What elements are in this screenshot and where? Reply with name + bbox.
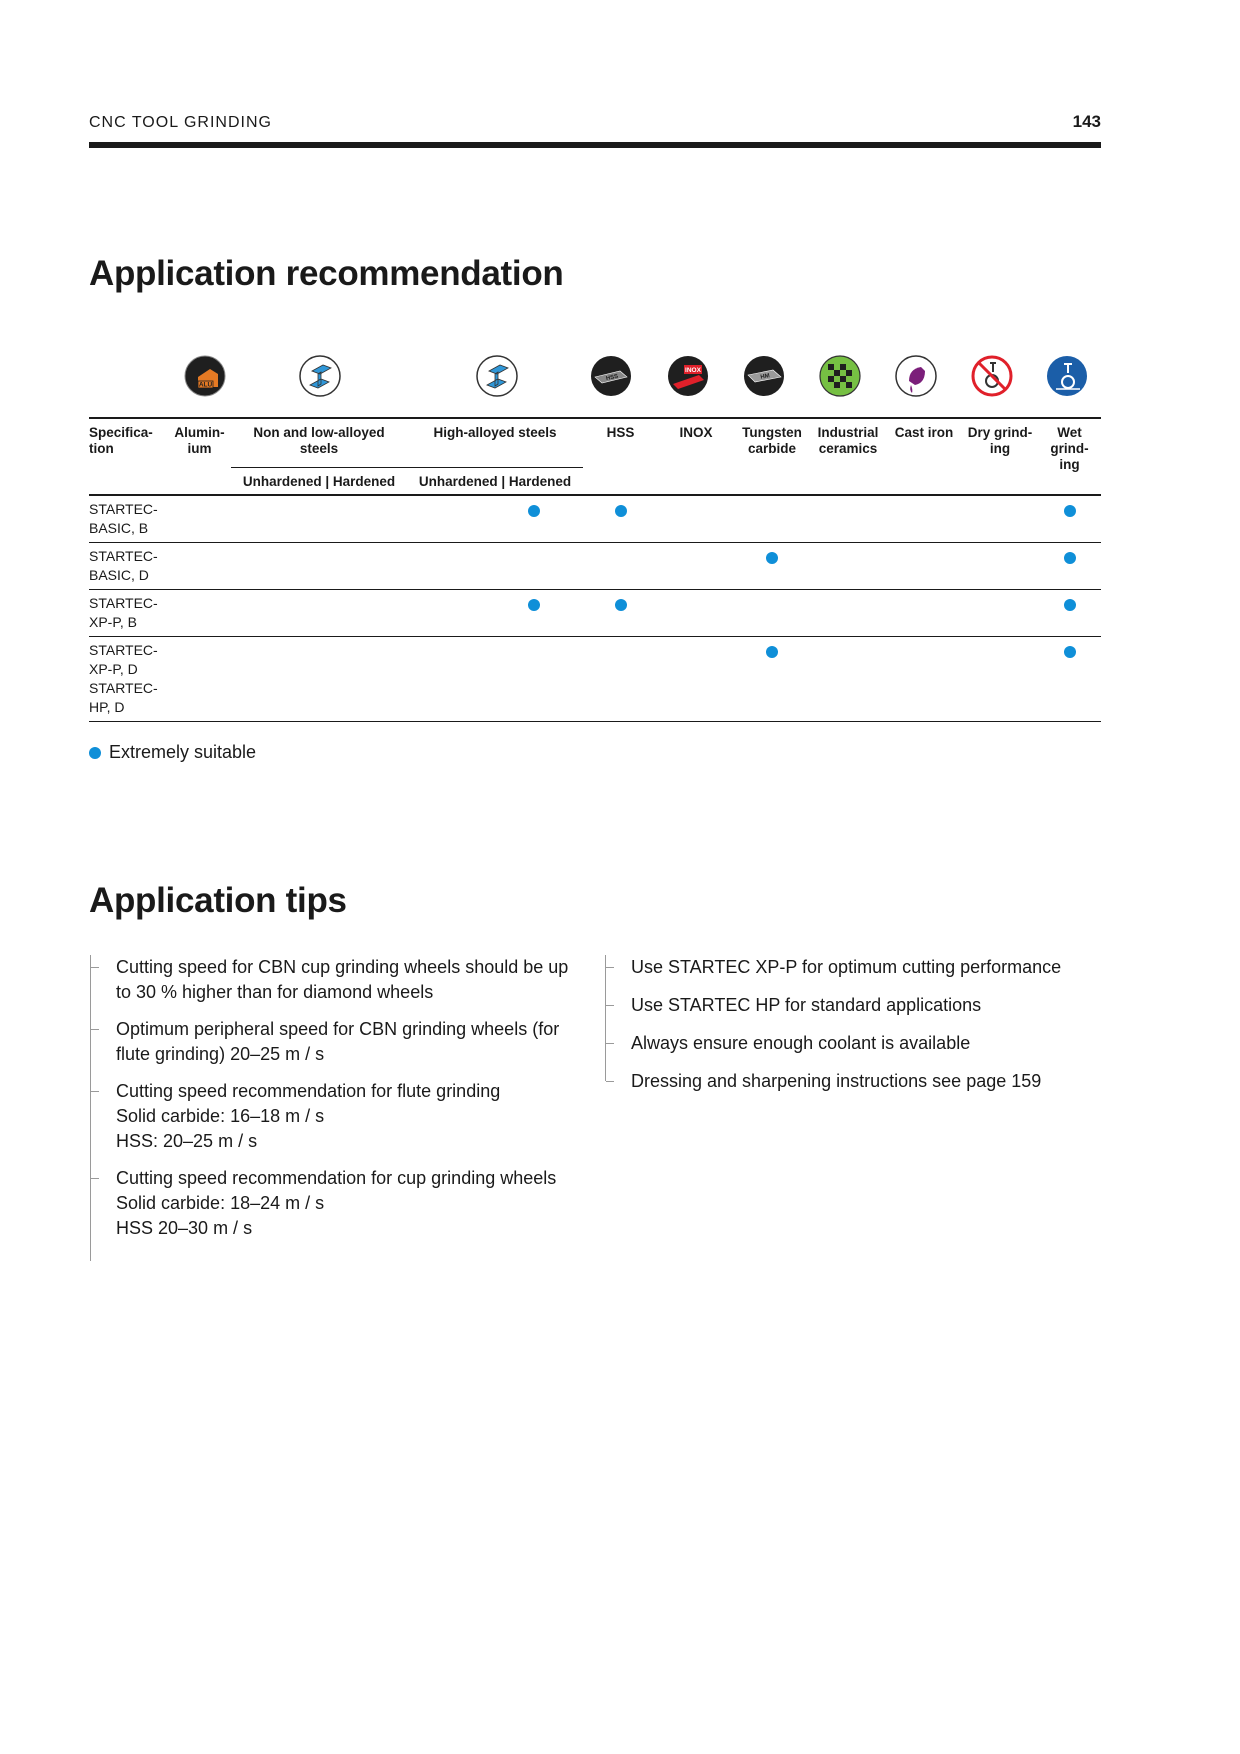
industrial-ceramics-icon xyxy=(819,355,861,397)
subheader-non-low-alloyed: Unhardened | Hardened xyxy=(231,467,407,490)
spec-cell: STARTEC- XP-P, B xyxy=(89,595,158,630)
legend-dot xyxy=(89,747,101,759)
col-header-high-alloyed: High-alloyed steels xyxy=(433,425,557,440)
header-rule xyxy=(89,142,1101,148)
tungsten-carbide-icon xyxy=(743,355,785,397)
tip-item: Use STARTEC XP-P for optimum cutting performance xyxy=(606,955,1086,980)
table-row xyxy=(89,495,1101,543)
tip-item: Cutting speed recommendation for flute grinding Solid carbide: 16–18 m / s HSS: 20–25 m / s xyxy=(91,1079,571,1154)
tip-item: Cutting speed recommendation for cup grinding wheels Solid carbide: 18–24 m / s HSS 20–30 m / s xyxy=(91,1166,571,1241)
tip-item: Cutting speed for CBN cup grinding wheels should be up to 30 % higher than for diamond wheels xyxy=(91,955,571,1005)
aluminium-icon-label: ALU xyxy=(198,381,213,389)
col-header-specification: Specifica- tion xyxy=(89,425,153,456)
suitable-dot xyxy=(766,646,778,658)
col-header-tungsten-carbide: Tungsten carbide xyxy=(742,425,802,456)
hss-icon-label: HSS xyxy=(605,373,619,383)
subheader-high-alloyed: Unhardened | Hardened xyxy=(407,467,583,490)
table-row xyxy=(89,590,1101,637)
suitable-dot xyxy=(1064,646,1076,658)
legend-label: Extremely suitable xyxy=(109,742,257,762)
col-header-dry-grinding: Dry grind- ing xyxy=(967,425,1033,456)
col-header-aluminium: Alumin- ium xyxy=(174,425,225,456)
tip-item: Optimum peripheral speed for CBN grinding wheels (for flute grinding) 20–25 m / s xyxy=(91,1017,571,1067)
cast-iron-icon xyxy=(895,355,937,397)
col-header-non-low-alloyed: Non and low-alloyed steels xyxy=(253,425,385,456)
spec-cell: STARTEC- XP-P, D STARTEC- HP, D xyxy=(89,642,158,715)
tips-list-left xyxy=(90,955,571,1261)
suitable-dot xyxy=(528,599,540,611)
col-header-industrial-ceramics: Industrial ceramics xyxy=(817,425,879,456)
dry-grinding-icon xyxy=(971,355,1013,397)
aluminium-icon xyxy=(184,355,226,397)
recommendation-table xyxy=(89,417,1101,722)
page-number: 143 xyxy=(1072,112,1101,131)
legend xyxy=(89,742,256,763)
tip-item: Use STARTEC HP for standard applications xyxy=(606,993,1086,1018)
spec-cell: STARTEC- BASIC, B xyxy=(89,501,158,536)
inox-icon-label: INOX xyxy=(685,367,701,374)
col-header-cast-iron: Cast iron xyxy=(894,425,954,440)
table-row xyxy=(89,637,1101,722)
section-title-tips: Application tips xyxy=(89,881,347,920)
inox-icon xyxy=(667,355,709,397)
suitable-dot xyxy=(1064,505,1076,517)
running-header: CNC TOOL GRINDING xyxy=(89,114,272,131)
tungsten-carbide-icon-label: HM xyxy=(760,373,771,381)
tips-list-right xyxy=(605,955,1086,1091)
tip-item: Always ensure enough coolant is available xyxy=(606,1031,1086,1056)
suitable-dot xyxy=(1064,599,1076,611)
col-header-hss: HSS xyxy=(606,425,635,440)
suitable-dot xyxy=(528,505,540,517)
steel-beam-icon xyxy=(299,355,341,397)
wet-grinding-icon xyxy=(1046,355,1088,397)
section-title-recommendation: Application recommendation xyxy=(89,254,564,293)
spec-cell: STARTEC- BASIC, D xyxy=(89,548,158,583)
suitable-dot xyxy=(615,505,627,517)
col-header-wet-grinding: Wet grind- ing xyxy=(1050,425,1089,472)
steel-beam-icon xyxy=(476,355,518,397)
suitable-dot xyxy=(615,599,627,611)
table-row xyxy=(89,543,1101,590)
suitable-dot xyxy=(1064,552,1076,564)
col-header-inox: INOX xyxy=(679,425,713,440)
tip-item: Dressing and sharpening instructions see page 159 xyxy=(606,1069,1086,1094)
suitable-dot xyxy=(766,552,778,564)
hss-icon xyxy=(590,355,632,397)
